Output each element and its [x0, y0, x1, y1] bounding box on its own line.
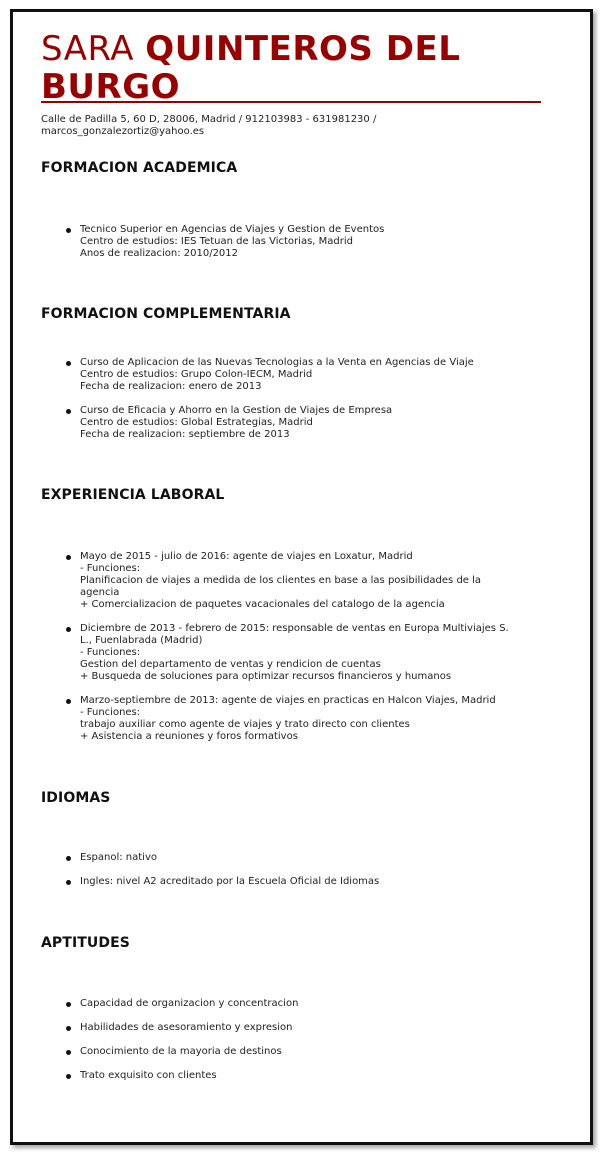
bullet-icon: [66, 1050, 71, 1055]
experiencia-laboral-list: [41, 551, 541, 743]
item-line: Capacidad de organizacion y concentracion: [80, 998, 299, 1009]
item-line: Centro de estudios: Global Estrategias, Madrid: [80, 417, 313, 428]
item-line: Trato exquisito con clientes: [80, 1070, 217, 1081]
item-line: Tecnico Superior en Agencias de Viajes y Gestion de Eventos: [80, 224, 385, 235]
bullet-icon: [66, 555, 71, 560]
item-line: + Busqueda de soluciones para optimizar recursos financieros y humanos: [80, 671, 452, 682]
formacion-academica-list: [41, 224, 541, 260]
bullet-icon: [66, 361, 71, 366]
bullet-icon: [66, 627, 71, 632]
item-line: Diciembre de 2013 - febrero de 2015: responsable de ventas en Europa Multiviajes S.: [80, 623, 509, 634]
contact-email: marcos_gonzalezortiz@yahoo.es: [41, 126, 205, 137]
item-line: Mayo de 2015 - julio de 2016: agente de viajes en Loxatur, Madrid: [80, 551, 413, 562]
list-item: [41, 1070, 541, 1082]
bullet-icon: [66, 228, 71, 233]
contact-address-phones: Calle de Padilla 5, 60 D, 28006, Madrid / 912103983 - 631981230 /: [41, 114, 377, 125]
bullet-icon: [66, 1002, 71, 1007]
item-line: Planificacion de viajes a medida de los clientes en base a las posibilidades de la: [80, 575, 482, 586]
item-line: + Asistencia a reuniones y foros formativos: [80, 731, 298, 742]
list-item: [41, 852, 541, 864]
list-item: [41, 551, 541, 611]
last-name: QUINTEROS DEL BURGO: [41, 29, 461, 107]
item-line: L., Fuenlabrada (Madrid): [80, 635, 203, 646]
section-title-experiencia-laboral: EXPERIENCIA LABORAL: [41, 487, 225, 503]
list-item: [41, 695, 541, 743]
bullet-icon: [66, 1026, 71, 1031]
item-line: - Funciones:: [80, 707, 141, 718]
idiomas-list: [41, 852, 541, 888]
list-item: [41, 876, 541, 888]
bullet-icon: [66, 1074, 71, 1079]
list-item: [41, 405, 541, 441]
item-line: - Funciones:: [80, 647, 141, 658]
contact-info: [41, 114, 541, 138]
item-line: Conocimiento de la mayoria de destinos: [80, 1046, 282, 1057]
bullet-icon: [66, 880, 71, 885]
list-item: [41, 224, 541, 260]
item-line: Fecha de realizacion: enero de 2013: [80, 381, 262, 392]
item-line: Curso de Aplicacion de las Nuevas Tecnologias a la Venta en Agencias de Viaje: [80, 357, 474, 368]
bullet-icon: [66, 409, 71, 414]
item-line: Marzo-septiembre de 2013: agente de viajes en practicas en Halcon Viajes, Madrid: [80, 695, 496, 706]
section-title-idiomas: IDIOMAS: [41, 790, 111, 806]
item-line: Ingles: nivel A2 acreditado por la Escuela Oficial de Idiomas: [80, 876, 380, 887]
item-line: - Funciones:: [80, 563, 141, 574]
section-title-formacion-complementaria: FORMACION COMPLEMENTARIA: [41, 306, 291, 322]
item-line: Curso de Eficacia y Ahorro en la Gestion de Viajes de Empresa: [80, 405, 393, 416]
list-item: [41, 998, 541, 1010]
bullet-icon: [66, 699, 71, 704]
item-line: agencia: [80, 587, 120, 598]
item-line: Gestion del departamento de ventas y rendicion de cuentas: [80, 659, 381, 670]
item-line: Habilidades de asesoramiento y expresion: [80, 1022, 293, 1033]
candidate-name: [41, 30, 541, 106]
first-name: SARA: [41, 29, 134, 69]
list-item: [41, 357, 541, 393]
formacion-complementaria-list: [41, 357, 541, 441]
item-line: Fecha de realizacion: septiembre de 2013: [80, 429, 290, 440]
section-title-aptitudes: APTITUDES: [41, 935, 130, 951]
aptitudes-list: [41, 998, 541, 1082]
item-line: + Comercializacion de paquetes vacacionales del catalogo de la agencia: [80, 599, 445, 610]
list-item: [41, 1022, 541, 1034]
item-line: Centro de estudios: IES Tetuan de las Victorias, Madrid: [80, 236, 353, 247]
list-item: [41, 1046, 541, 1058]
list-item: [41, 623, 541, 683]
item-line: Anos de realizacion: 2010/2012: [80, 248, 239, 259]
item-line: Centro de estudios: Grupo Colon-IECM, Madrid: [80, 369, 313, 380]
item-line: trabajo auxiliar como agente de viajes y trato directo con clientes: [80, 719, 410, 730]
bullet-icon: [66, 856, 71, 861]
section-title-formacion-academica: FORMACION ACADEMICA: [41, 160, 238, 176]
header-divider: [41, 101, 541, 103]
item-line: Espanol: nativo: [80, 852, 157, 863]
